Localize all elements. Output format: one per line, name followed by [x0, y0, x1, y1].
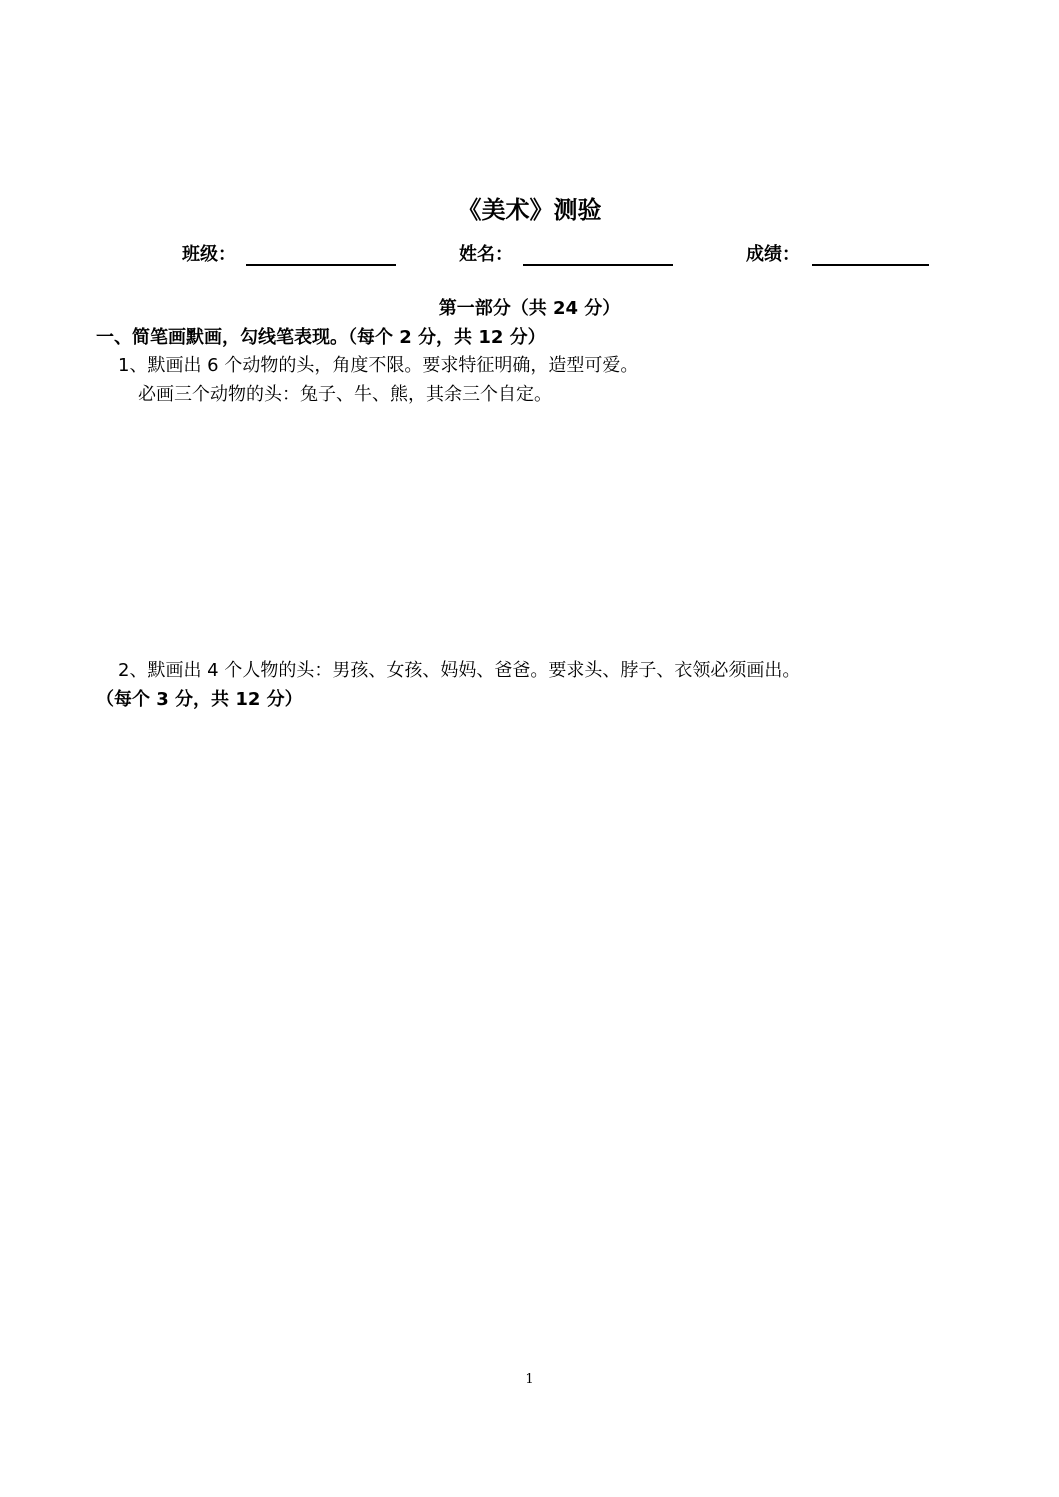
page-number: 1: [525, 1372, 534, 1387]
exam-title: 《美术》测验: [457, 196, 602, 224]
question-1-subtext: 必画三个动物的头：兔子、牛、熊，其余三个自定。: [138, 384, 552, 405]
score-field-label: 成绩：: [746, 244, 800, 265]
class-field-line[interactable]: [246, 264, 396, 266]
name-field-label: 姓名：: [459, 244, 513, 265]
question-1-text: 1、默画出 6 个动物的头，角度不限。要求特征明确，造型可爱。: [118, 355, 639, 376]
question-2-answer-area[interactable]: [96, 720, 956, 1350]
name-field-line[interactable]: [523, 264, 673, 266]
question-2-text: 2、默画出 4 个人物的头：男孩、女孩、妈妈、爸爸。要求头、脖子、衣领必须画出。: [118, 660, 801, 681]
question-1-answer-area[interactable]: [96, 412, 956, 652]
section-heading: 第一部分（共 24 分）: [438, 298, 621, 319]
question-group-heading: 一、简笔画默画，勾线笔表现。（每个 2 分，共 12 分）: [96, 327, 546, 348]
question-2-subtext: （每个 3 分，共 12 分）: [96, 689, 303, 710]
class-field-label: 班级：: [182, 244, 236, 265]
score-field-line[interactable]: [812, 264, 929, 266]
